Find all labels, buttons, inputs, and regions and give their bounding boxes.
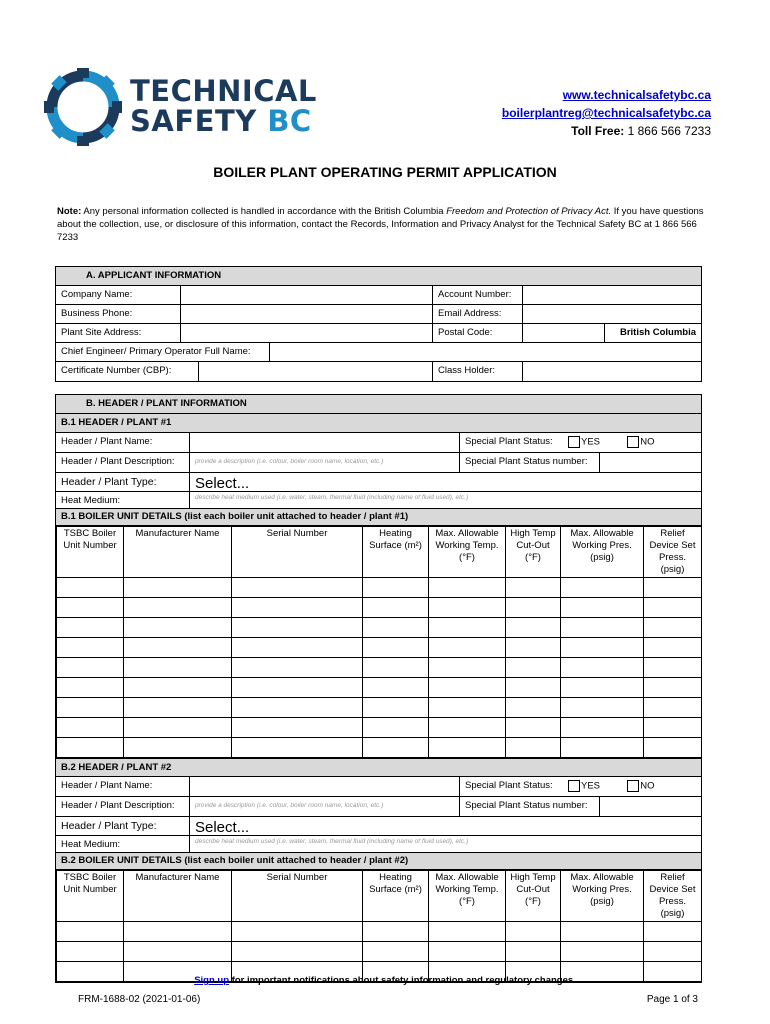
table-cell-input[interactable] (57, 638, 124, 658)
table-cell-input[interactable] (506, 618, 561, 638)
company-name-label: Company Name: (61, 289, 133, 300)
business-phone-field[interactable] (180, 305, 432, 323)
table-cell-input[interactable] (561, 922, 644, 942)
table-cell-input[interactable] (644, 658, 702, 678)
table-cell-input[interactable] (429, 718, 506, 738)
plant-name-label: Header / Plant Name: (61, 780, 153, 791)
table-cell-input[interactable] (506, 658, 561, 678)
table-cell-input[interactable] (644, 578, 702, 598)
email-address-field[interactable] (522, 305, 701, 323)
table-cell-input[interactable] (124, 678, 232, 698)
table-cell-input[interactable] (506, 922, 561, 942)
toll-free-label: Toll Free: (571, 124, 625, 138)
plant-2-heat-medium-field[interactable]: describe heat medium used (i.e. water, steam, thermal fluid (including name of fluid used), etc.) (189, 836, 701, 852)
table-cell-input[interactable] (232, 718, 363, 738)
table-cell-input[interactable] (561, 738, 644, 758)
heat-medium-label: Heat Medium: (61, 495, 121, 506)
table-cell-input[interactable] (57, 718, 124, 738)
table-cell-input[interactable] (429, 638, 506, 658)
table-cell-input[interactable] (232, 618, 363, 638)
table-cell-input[interactable] (561, 718, 644, 738)
table-cell-input[interactable] (363, 738, 429, 758)
table-cell-input[interactable] (57, 942, 124, 962)
table-cell-input[interactable] (124, 698, 232, 718)
table-cell-input[interactable] (429, 942, 506, 962)
technical-safety-bc-logo (44, 68, 317, 148)
chief-engineer-label: Chief Engineer/ Primary Operator Full Name: (61, 346, 251, 357)
table-cell-input[interactable] (57, 922, 124, 942)
plant-site-address-label: Plant Site Address: (61, 327, 142, 338)
special-status-label: Special Plant Status: (459, 433, 559, 452)
class-holder-label: Class Holder: (432, 362, 522, 381)
page-number: Page 1 of 3 (646, 994, 698, 1005)
table-cell-input[interactable] (644, 698, 702, 718)
header-plant-information-section: B. HEADER / PLANT INFORMATION B.1 HEADER / PLANT #1 Header / Plant Name: Special Plant Status: YES NO Header / Plant Description: provide a description (i.e. colour, boiler room name, location, etc.) Special Plant Status number: Header / Plant Type: Select... Heat Medium: describe heat medium used (i.e. water, steam, thermal fluid (including name of fluid used), etc.) B.1 BOILER UNIT DETAILS (list each boiler unit attached to header / plant #1) TSBC Boiler Unit Number Manufacturer Name Serial Number Heating Surface (m²) Max. Allowable Working Temp. (°F) High Temp Cut-Out (°F) Max. Allowable Working Pres. (psig) Relief Device Set Press. (psig) B.2 HEADER / PLANT #2 Header / Plant Name: Special Plant Status: YES NO Header / Plant Description: provide a description (i.e. colour, boiler room name, location, etc.) Special Plant Status number: Header / Plant Type: Select... Heat Medium: describe heat medium used (i.e. water, steam, thermal fluid (including name of fluid used), etc.) B.2 BOILER UNIT DETAILS (list each boiler unit attached to header / plant #2) TSBC Boiler Unit Number Manufacturer Name Serial Number Heating Surface (m²) Max. Allowable Working Temp. (°F) High Temp Cut-Out (°F) Max. Allowable Working Pres. (psig) Relief Device Set Press. (psig) (55, 394, 702, 983)
plant-1-boiler-units-table (56, 526, 702, 758)
table-cell-input[interactable] (506, 942, 561, 962)
account-number-label: Account Number: (432, 286, 522, 304)
table-cell-input[interactable] (124, 618, 232, 638)
logo-wordmark: TECHNICAL SAFETY BC (130, 74, 317, 138)
table-cell-input[interactable] (57, 598, 124, 618)
plant-2-description-field[interactable]: provide a description (i.e. colour, boiler room name, location, etc.) (189, 797, 459, 816)
page-title: BOILER PLANT OPERATING PERMIT APPLICATION (213, 164, 557, 180)
plant-type-label: Header / Plant Type: (61, 476, 157, 488)
table-cell-input[interactable] (506, 578, 561, 598)
postal-code-field[interactable] (522, 324, 604, 342)
table-cell-input[interactable] (363, 922, 429, 942)
plant-description-label: Header / Plant Description: (61, 800, 175, 811)
plant-1-no-checkbox[interactable] (627, 436, 639, 448)
table-cell-input[interactable] (232, 942, 363, 962)
plant-1-units-heading: B.1 BOILER UNIT DETAILS (list each boiler unit attached to header / plant #1) (56, 509, 701, 526)
table-row (57, 718, 702, 738)
table-cell-input[interactable] (57, 678, 124, 698)
table-cell-input[interactable] (644, 942, 702, 962)
plant-1-heat-medium-field[interactable]: describe heat medium used (i.e. water, steam, thermal fluid (including name of fluid used), etc.) (189, 492, 701, 508)
table-cell-input[interactable] (644, 678, 702, 698)
plant-2-type-select[interactable]: Select... (189, 817, 701, 835)
table-cell-input[interactable] (232, 698, 363, 718)
chief-engineer-field[interactable] (269, 343, 701, 361)
plant-1-name-field[interactable] (189, 433, 459, 452)
table-cell-input[interactable] (232, 738, 363, 758)
plant-2-yes-checkbox[interactable] (568, 780, 580, 792)
table-cell-input[interactable] (363, 638, 429, 658)
table-row (57, 678, 702, 698)
email-address-label: Email Address: (432, 305, 522, 323)
table-cell-input[interactable] (363, 942, 429, 962)
certificate-number-field[interactable] (198, 362, 432, 381)
email-link[interactable]: boilerplantreg@technicalsafetybc.ca (501, 106, 711, 120)
plant-1-type-select[interactable]: Select... (189, 473, 701, 491)
table-cell-input[interactable] (232, 638, 363, 658)
table-cell-input[interactable] (57, 618, 124, 638)
table-cell-input[interactable] (506, 738, 561, 758)
table-cell-input[interactable] (644, 922, 702, 942)
table-cell-input[interactable] (561, 578, 644, 598)
plant-1-description-field[interactable]: provide a description (i.e. colour, boiler room name, location, etc.) (189, 453, 459, 472)
class-holder-field[interactable] (522, 362, 701, 381)
account-number-field[interactable] (522, 286, 701, 304)
table-cell-input[interactable] (506, 598, 561, 618)
table-cell-input[interactable] (363, 658, 429, 678)
table-cell-input[interactable] (429, 738, 506, 758)
table-cell-input[interactable] (57, 578, 124, 598)
table-cell-input[interactable] (561, 638, 644, 658)
table-row (57, 922, 702, 942)
heat-medium-label: Heat Medium: (61, 839, 121, 850)
table-cell-input[interactable] (232, 598, 363, 618)
table-cell-input[interactable] (124, 738, 232, 758)
table-cell-input[interactable] (429, 678, 506, 698)
section-a-heading: A. APPLICANT INFORMATION (56, 267, 701, 286)
table-cell-input[interactable] (429, 658, 506, 678)
table-row (57, 942, 702, 962)
table-cell-input[interactable] (124, 638, 232, 658)
table-cell-input[interactable] (232, 678, 363, 698)
table-cell-input[interactable] (506, 638, 561, 658)
table-cell-input[interactable] (429, 598, 506, 618)
table-cell-input[interactable] (644, 618, 702, 638)
table-cell-input[interactable] (232, 578, 363, 598)
table-cell-input[interactable] (429, 618, 506, 638)
table-cell-input[interactable] (124, 942, 232, 962)
plant-1-heading: B.1 HEADER / PLANT #1 (56, 414, 701, 433)
table-row (57, 638, 702, 658)
province-value: British Columbia (604, 324, 701, 342)
table-cell-input[interactable] (561, 942, 644, 962)
table-cell-input[interactable] (124, 658, 232, 678)
plant-1-yes-checkbox[interactable] (568, 436, 580, 448)
plant-1-special-status-number-field[interactable] (599, 453, 701, 472)
section-b-heading: B. HEADER / PLANT INFORMATION (56, 395, 701, 414)
table-cell-input[interactable] (57, 698, 124, 718)
table-cell-input[interactable] (506, 678, 561, 698)
table-cell-input[interactable] (644, 738, 702, 758)
business-phone-label: Business Phone: (61, 308, 133, 319)
table-cell-input[interactable] (232, 922, 363, 942)
table-cell-input[interactable] (429, 698, 506, 718)
plant-type-label: Header / Plant Type: (61, 820, 157, 832)
website-link[interactable]: www.technicalsafetybc.ca (562, 88, 711, 102)
plant-2-no-checkbox[interactable] (627, 780, 639, 792)
table-cell-input[interactable] (124, 922, 232, 942)
table-row (57, 698, 702, 718)
table-cell-input[interactable] (506, 698, 561, 718)
table-cell-input[interactable] (644, 638, 702, 658)
special-status-label: Special Plant Status: (459, 777, 559, 796)
applicant-information-section (55, 266, 702, 382)
table-row (57, 738, 702, 758)
table-cell-input[interactable] (429, 922, 506, 942)
table-header-row: TSBC Boiler Unit Number Manufacturer Name Serial Number Heating Surface (m²) Max. Allowable Working Temp. (°F) High Temp Cut-Out (°F) Max. Allowable Working Pres. (psig) Relief Device Set Press. (psig) (57, 871, 702, 922)
table-cell-input[interactable] (644, 598, 702, 618)
table-cell-input[interactable] (363, 578, 429, 598)
table-cell-input[interactable] (57, 658, 124, 678)
signup-notice: Sign up for important notifications about safety information and regulatory changes. (194, 975, 576, 986)
table-row (57, 598, 702, 618)
table-cell-input[interactable] (124, 598, 232, 618)
plant-2-boiler-units-table (56, 870, 702, 982)
plant-2-units-heading: B.2 BOILER UNIT DETAILS (list each boiler unit attached to header / plant #2) (56, 853, 701, 870)
table-cell-input[interactable] (363, 678, 429, 698)
gear-icon (44, 68, 122, 146)
table-cell-input[interactable] (363, 718, 429, 738)
table-cell-input[interactable] (561, 598, 644, 618)
special-status-number-label: Special Plant Status number: (459, 797, 599, 816)
table-row (57, 618, 702, 638)
table-row (57, 658, 702, 678)
table-header-row: TSBC Boiler Unit Number Manufacturer Name Serial Number Heating Surface (m²) Max. Allowable Working Temp. (°F) High Temp Cut-Out (°F) Max. Allowable Working Pres. (psig) Relief Device Set Press. (psig) (57, 527, 702, 578)
table-cell-input[interactable] (506, 718, 561, 738)
table-cell-input[interactable] (561, 698, 644, 718)
table-cell-input[interactable] (57, 738, 124, 758)
privacy-note: Note: Any personal information collected is handled in accordance with the British Columbia Freedom and Protection of Privacy Act. If you have questions about the collection, use, or disclosure of this information, contact the Records, Information and Privacy Analyst for the Technical Safety BC at 1 866 566 7233 (57, 206, 704, 243)
table-cell-input[interactable] (124, 578, 232, 598)
table-cell-input[interactable] (561, 658, 644, 678)
table-cell-input[interactable] (363, 598, 429, 618)
plant-description-label: Header / Plant Description: (61, 456, 175, 467)
company-name-field[interactable] (180, 286, 432, 304)
table-cell-input[interactable] (561, 678, 644, 698)
contact-block (502, 86, 711, 140)
table-cell-input[interactable] (232, 658, 363, 678)
plant-site-address-field[interactable] (180, 324, 432, 342)
table-cell-input[interactable] (561, 618, 644, 638)
plant-2-name-field[interactable] (189, 777, 459, 796)
plant-2-heading: B.2 HEADER / PLANT #2 (56, 758, 701, 777)
special-status-number-label: Special Plant Status number: (459, 453, 599, 472)
table-cell-input[interactable] (363, 618, 429, 638)
toll-free-number: 1 866 566 7233 (624, 124, 711, 138)
plant-name-label: Header / Plant Name: (61, 436, 153, 447)
table-cell-input[interactable] (644, 718, 702, 738)
table-cell-input[interactable] (124, 718, 232, 738)
table-row (57, 578, 702, 598)
form-number: FRM-1688-02 (2021-01-06) (78, 994, 201, 1005)
certificate-number-label: Certificate Number (CBP): (61, 365, 172, 376)
postal-code-label: Postal Code: (432, 324, 522, 342)
table-cell-input[interactable] (363, 698, 429, 718)
signup-link[interactable]: Sign up (194, 975, 230, 986)
table-cell-input[interactable] (429, 578, 506, 598)
plant-2-special-status-number-field[interactable] (599, 797, 701, 816)
